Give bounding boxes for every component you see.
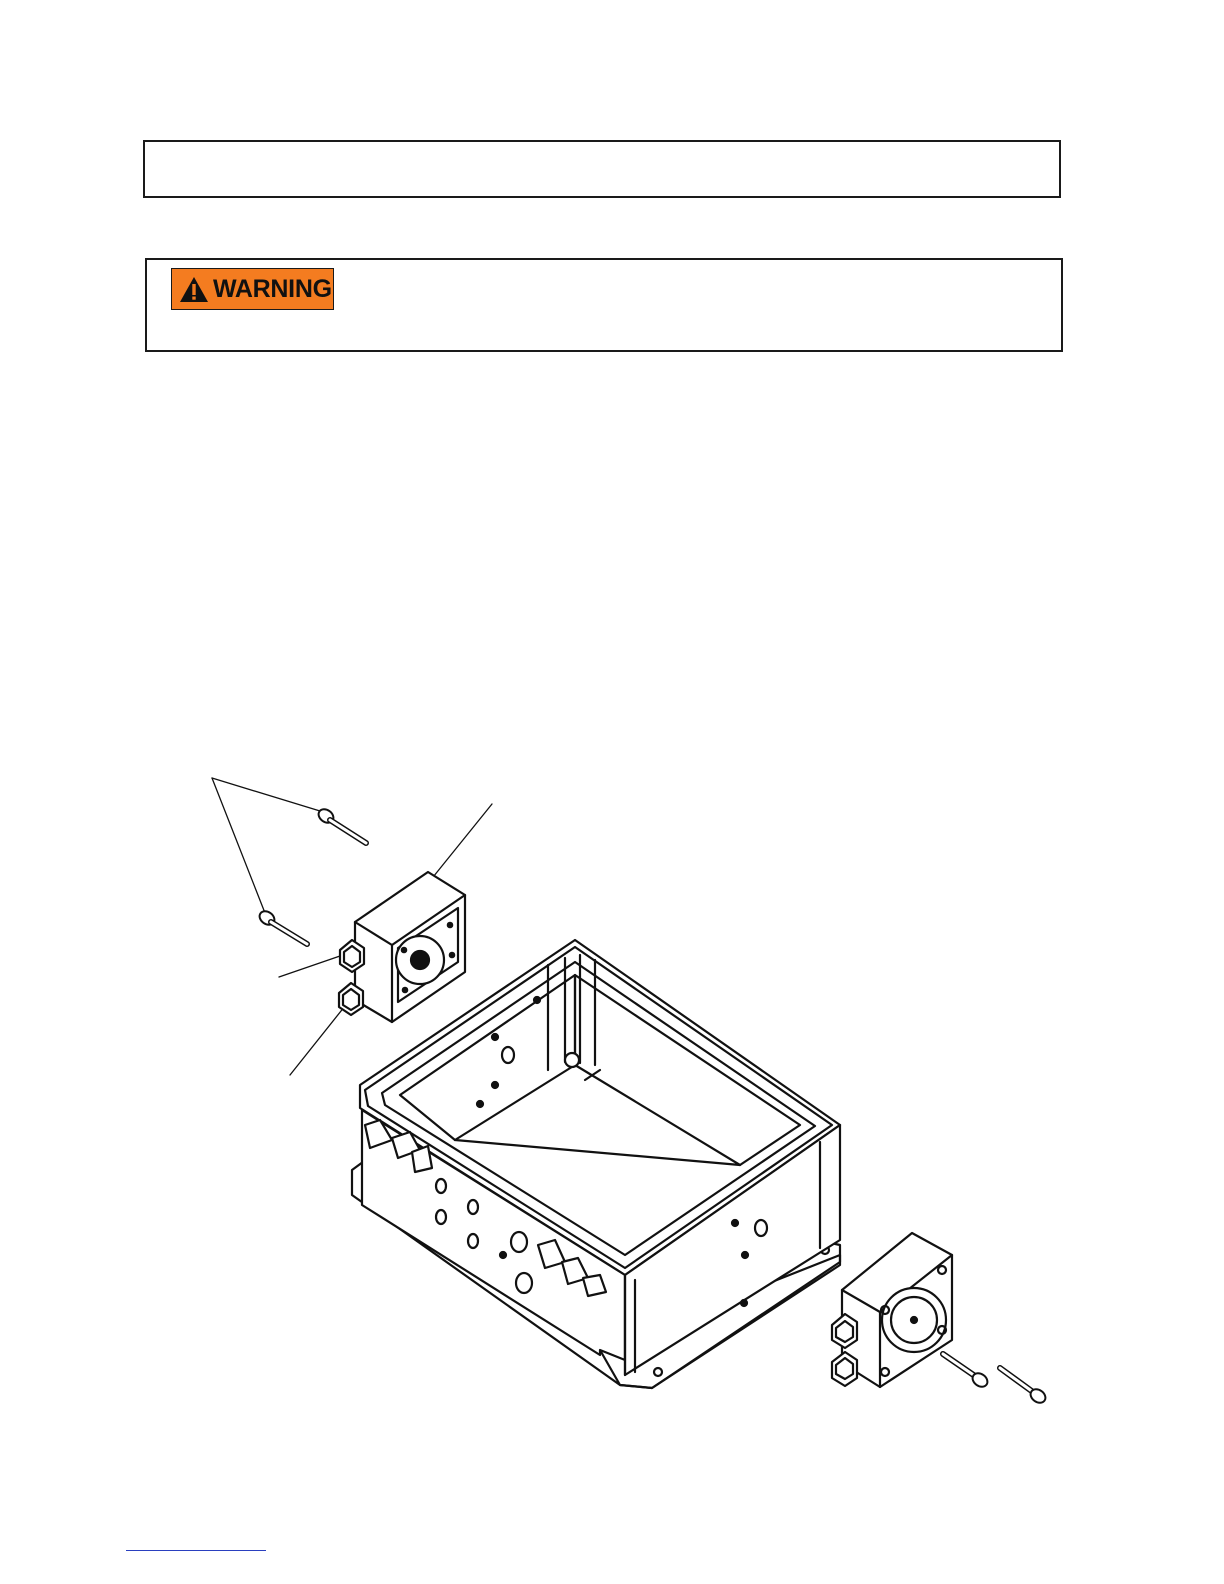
pump-head-lower (832, 1233, 952, 1387)
pump-head-upper (339, 872, 465, 1022)
footer-link-underline (126, 1550, 266, 1551)
screw-upper-2 (257, 908, 307, 944)
screw-lower-1 (943, 1354, 990, 1390)
screw-lower-2 (1000, 1368, 1048, 1406)
warning-label: WARNING (213, 274, 332, 303)
screw-upper-1 (316, 806, 366, 843)
enclosure-box (352, 940, 840, 1388)
